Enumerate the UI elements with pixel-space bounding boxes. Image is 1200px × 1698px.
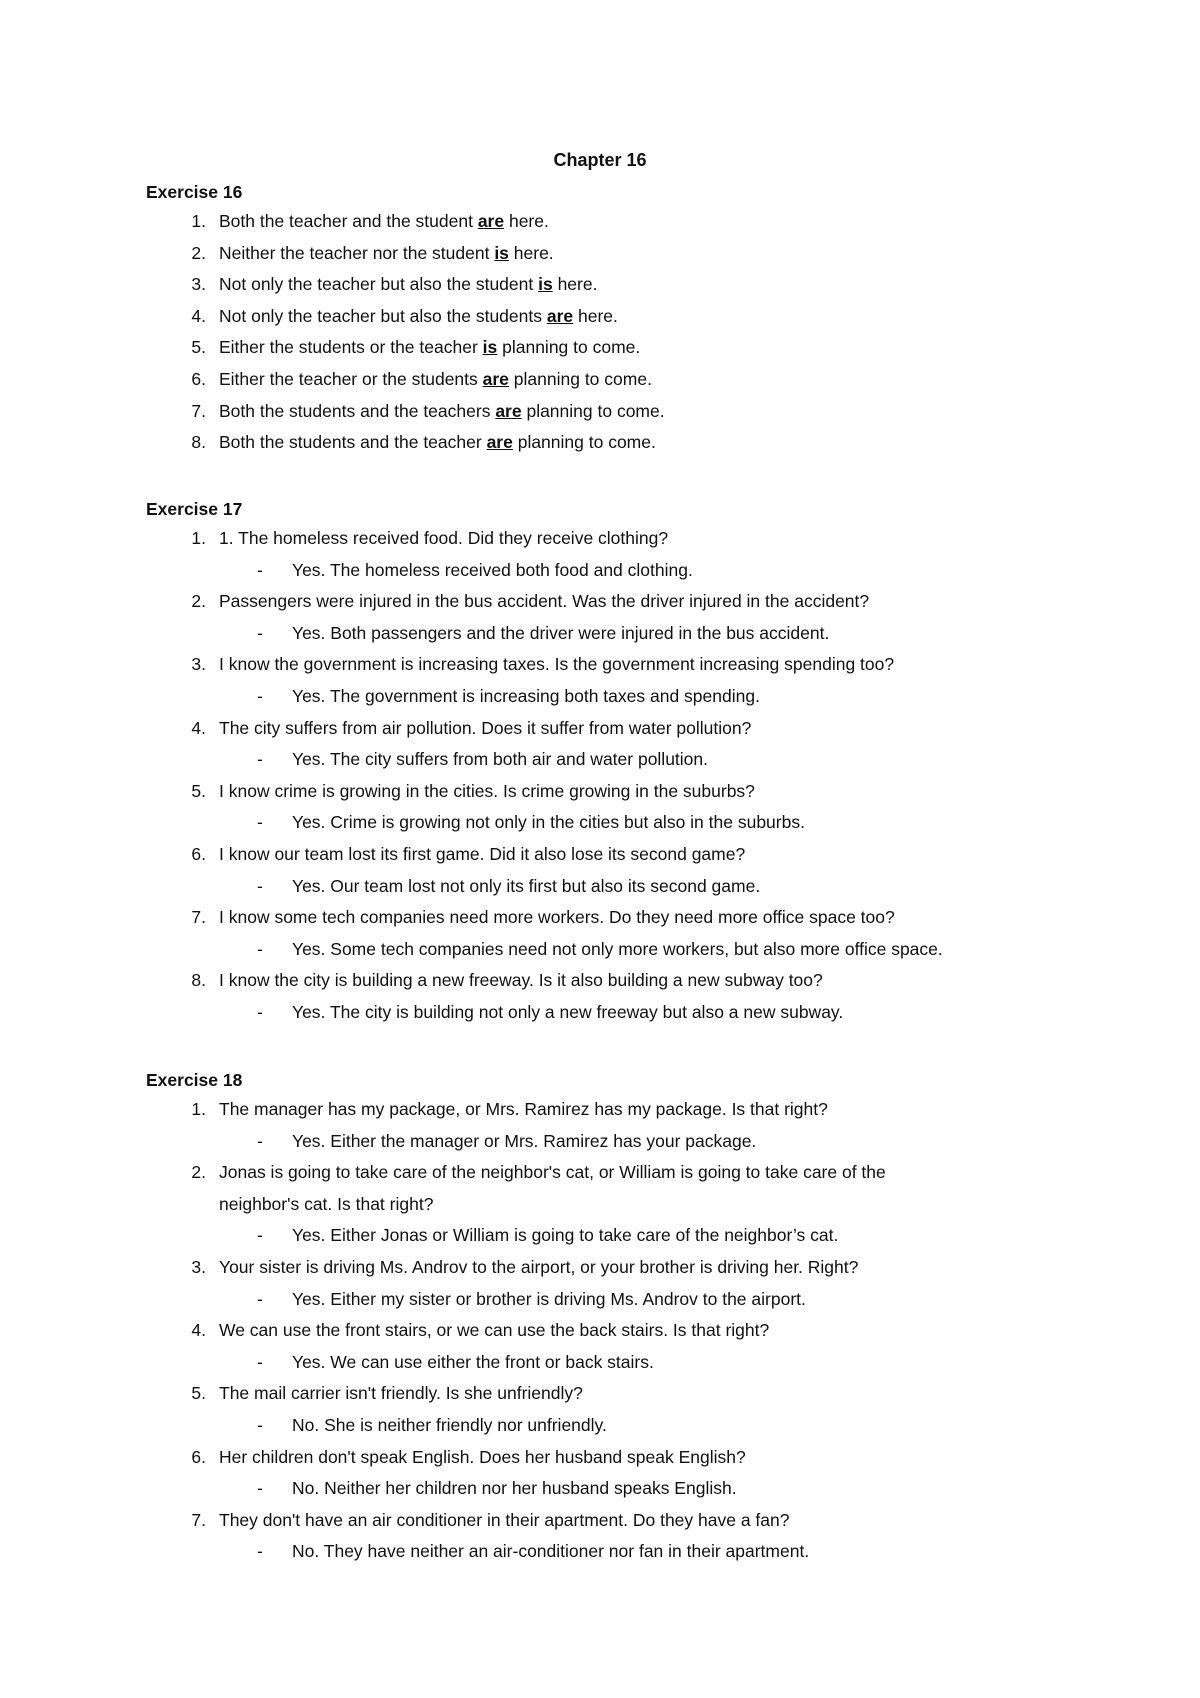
sentence-text: Either the teacher or the students [219,369,483,389]
answer-text: Yes. The homeless received both food and clothing. [292,559,693,580]
answer-text: Yes. The city suffers from both air and water pollution. [292,749,709,770]
item-text [219,1094,828,1125]
chapter-title: Chapter 16 [553,150,647,170]
question-text: Her children don't speak English. Does her husband speak English? [219,1446,746,1467]
answer-verb: are [495,400,522,421]
item-number: 8. [191,432,206,453]
question-text: The mail carrier isn't friendly. Is she unfriendly? [219,1383,583,1404]
answer-verb: are [486,432,513,453]
bullet-dash: - [257,1478,263,1499]
sentence-text: planning to come. [508,369,652,389]
question-text: I know the city is building a new freeway. Is it also building a new subway too? [219,970,823,991]
answer-verb: are [546,305,574,326]
item-number: 1. [191,1099,206,1119]
question-text: I know some tech companies need more workers. Do they need more office space too? [219,907,895,928]
item-number: 2. [191,242,206,263]
question-text: I know our team lost its first game. Did it also lose its second game? [219,844,746,864]
answer-text: Yes. The government is increasing both taxes and spending. [292,686,760,706]
item-number: 7. [191,400,206,421]
answer-text: Yes. Crime is growing not only in the cities but also in the suburbs. [292,812,805,833]
bullet-dash: - [257,559,263,580]
question-text: neighbor's cat. Is that right? [219,1193,434,1214]
item-text [219,206,549,237]
answer-text: Yes. We can use either the front or back stairs. [292,1351,654,1372]
answer-text: Yes. Our team lost not only its first but also its second game. [292,875,761,896]
item-text [219,839,745,870]
answer-text: Yes. Some tech companies need not only more workers, but also more office space. [292,938,943,959]
item-number: 3. [191,1257,206,1277]
sentence-text: planning to come. [521,400,665,421]
item-text [219,776,755,807]
item-number: 1. [191,211,206,231]
question-text: I know the government is increasing taxes. Is the government increasing spending too? [219,654,895,675]
question-text: We can use the front stairs, or we can use the back stairs. Is that right? [219,1320,770,1341]
sentence-text: here. [552,274,598,295]
item-number: 5. [191,337,206,358]
question-text: Passengers were injured in the bus accident. Was the driver injured in the accident? [219,591,870,612]
question-text: The city suffers from air pollution. Does it suffer from water pollution? [219,717,752,738]
sentence-text: Neither the teacher nor the student [219,242,495,263]
item-text [219,902,895,933]
item-text [219,1157,886,1188]
bullet-dash: - [257,1541,263,1562]
bullet-dash: - [257,1351,263,1372]
sentence-text: Not only the teacher but also the students [219,305,547,326]
sentence-text: Not only the teacher but also the student [219,274,539,295]
sentence-text: Both the students and the teachers [219,400,496,421]
item-text [219,586,869,617]
sentence-text: Both the students and the teacher [219,432,487,453]
question-text: The manager has my package, or Mrs. Ramirez has my package. Is that right? [219,1099,828,1119]
item-number: 6. [191,369,206,389]
item-number: 2. [191,1162,206,1183]
sentence-text: here. [504,211,549,231]
item-number: 5. [191,1383,206,1404]
answer-text: Yes. Either the manager or Mrs. Ramirez has your package. [292,1130,757,1151]
item-number: 4. [191,717,206,738]
answer-text: No. They have neither an air-conditioner nor fan in their apartment. [292,1541,810,1562]
item-text [219,238,554,269]
bullet-dash: - [257,749,263,770]
answer-text: No. Neither her children nor her husband speaks English. [292,1478,737,1499]
item-number: 7. [191,1509,206,1530]
answer-verb: are [477,211,505,231]
bullet-dash: - [257,1225,263,1246]
sentence-text: Either the students or the teacher [219,337,483,358]
bullet-dash: - [257,812,263,833]
answer-text: Yes. Both passengers and the driver were injured in the bus accident. [292,622,830,643]
question-text: I know crime is growing in the cities. Is crime growing in the suburbs? [219,780,755,801]
item-text [219,364,652,395]
item-text [219,1315,769,1346]
item-number: 4. [191,1320,206,1341]
item-text [219,523,668,554]
item-number: 6. [191,844,206,864]
bullet-dash: - [257,622,263,643]
item-text [219,965,823,996]
exercise-heading: Exercise 18 [146,1070,243,1090]
bullet-dash: - [257,1288,263,1309]
item-text [219,396,665,427]
answer-verb: are [482,369,509,389]
item-text [219,713,751,744]
bullet-dash: - [257,1130,263,1151]
answer-verb: is [494,242,509,263]
sentence-text: planning to come. [497,337,641,358]
item-text [219,332,640,363]
item-text [219,1252,858,1283]
bullet-dash: - [257,686,263,706]
item-text [219,1378,583,1409]
question-text: 1. The homeless received food. Did they receive clothing? [219,528,669,548]
item-number: 7. [191,907,206,928]
item-text [219,1505,790,1536]
answer-verb: is [538,274,553,295]
item-number: 6. [191,1446,206,1467]
question-text: Jonas is going to take care of the neighbor's cat, or William is going to take care of the [219,1162,886,1183]
item-number: 3. [191,654,206,675]
answer-text: No. She is neither friendly nor unfriendly. [292,1415,607,1435]
item-number: 4. [191,305,206,326]
question-text: They don't have an air conditioner in their apartment. Do they have a fan? [219,1509,790,1530]
item-text [219,269,597,300]
item-number: 2. [191,591,206,612]
sentence-text: here. [573,305,618,326]
sentence-text: here. [508,242,554,263]
item-number: 5. [191,780,206,801]
answer-verb: is [482,337,498,358]
item-text [219,427,656,458]
answer-text: Yes. Either my sister or brother is driving Ms. Androv to the airport. [292,1288,806,1309]
item-number: 3. [191,274,206,295]
item-text [219,649,894,680]
exercise-heading: Exercise 17 [146,499,243,519]
question-text: Your sister is driving Ms. Androv to the airport, or your brother is driving her. Right? [219,1257,859,1277]
item-number: 8. [191,970,206,991]
answer-text: Yes. The city is building not only a new freeway but also a new subway. [292,1002,844,1022]
bullet-dash: - [257,1002,263,1022]
item-number: 1. [191,528,206,548]
bullet-dash: - [257,1415,263,1435]
item-text [219,301,618,332]
bullet-dash: - [257,875,263,896]
bullet-dash: - [257,938,263,959]
answer-text: Yes. Either Jonas or William is going to take care of the neighbor’s cat. [292,1225,839,1246]
sentence-text: Both the teacher and the student [219,211,478,231]
sentence-text: planning to come. [512,432,656,453]
item-text [219,1442,746,1473]
exercise-heading: Exercise 16 [146,182,243,202]
